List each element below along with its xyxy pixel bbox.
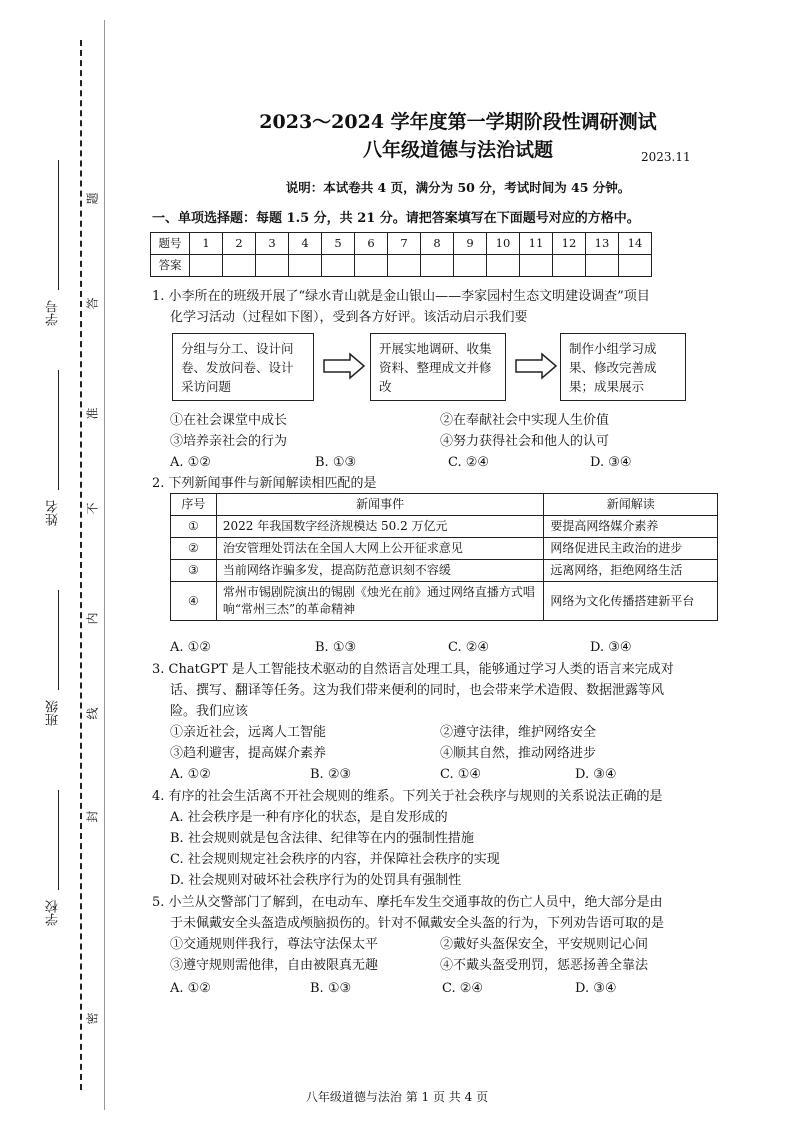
item: ①交通规则伴我行，尊法守法保太平	[170, 937, 379, 952]
question-number: 5	[322, 233, 355, 255]
option-d[interactable]: D. ③④	[575, 767, 617, 782]
row-number: ①	[171, 516, 217, 538]
news-event: 治安管理处罚法在全国人大网上公开征求意见	[216, 538, 544, 560]
student-no-blank[interactable]	[58, 160, 59, 290]
option-c[interactable]: C. ②④	[442, 981, 484, 996]
question-number: 13	[586, 233, 619, 255]
item: ②在奉献社会中实现人生价值	[440, 413, 610, 428]
news-reading: 要提高网络媒介素养	[544, 516, 718, 538]
question-number: 14	[619, 233, 652, 255]
option-b[interactable]: B. ①③	[310, 981, 352, 996]
exam-date: 2023.11	[641, 150, 691, 164]
right-arrow-icon	[322, 352, 366, 380]
row-number: ②	[171, 538, 217, 560]
question-3-options	[170, 764, 730, 785]
option-c[interactable]: C. ②④	[448, 455, 490, 470]
margin-rule	[104, 20, 105, 1110]
flow-step-2: 开展实地调研、收集资料、整理成文并修改	[370, 333, 506, 401]
answer-cell[interactable]	[586, 255, 619, 277]
student-no-label: 学号	[46, 300, 61, 326]
item: ④不戴头盔受刑罚，惩恶扬善全靠法	[440, 958, 649, 973]
name-label: 姓名	[46, 500, 61, 526]
news-reading: 网络促进民主政治的进步	[544, 538, 718, 560]
item: ④顺其自然，推动网络进步	[440, 746, 597, 761]
question-number: 6	[355, 233, 388, 255]
question-number: 12	[553, 233, 586, 255]
question-number: 3	[256, 233, 289, 255]
question-2-stem: 2. 下列新闻事件与新闻解读相匹配的是	[152, 476, 377, 491]
question-3-items	[170, 743, 730, 764]
news-reading: 远离网络，拒绝网络生活	[544, 560, 718, 582]
question-number: 4	[289, 233, 322, 255]
option-a[interactable]: A. ①②	[170, 767, 211, 782]
question-number: 9	[454, 233, 487, 255]
item: ①亲近社会，远离人工智能	[170, 725, 327, 740]
option-a[interactable]: A. 社会秩序是一种有序化的状态，是自发形成的	[170, 810, 448, 825]
column-header: 新闻事件	[216, 494, 544, 516]
seal-char: 不	[85, 502, 100, 515]
class-label: 班级	[46, 700, 61, 726]
question-number: 1	[190, 233, 223, 255]
page-footer: 八年级道德与法治 第 1 页 共 4 页	[305, 1090, 489, 1104]
news-table	[170, 493, 718, 621]
question-1-stem: 1. 小李所在的班级开展了“绿水青山就是金山银山——李家园村生态文明建设调查”项目	[152, 289, 650, 304]
answer-cell[interactable]	[520, 255, 553, 277]
answer-cell[interactable]	[619, 255, 652, 277]
option-d[interactable]: D. ③④	[575, 981, 617, 996]
seal-char: 内	[85, 612, 100, 625]
question-1-options	[170, 452, 730, 473]
answer-grid	[150, 232, 652, 277]
question-number: 7	[388, 233, 421, 255]
question-1-items	[170, 410, 730, 431]
option-a[interactable]: A. ①②	[170, 455, 211, 470]
item: ③遵守规则需他律，自由被限真无趣	[170, 958, 379, 973]
answer-cell[interactable]	[355, 255, 388, 277]
question-1-stem-cont: 化学习活动（过程如下图），受到各方好评。该活动启示我们要	[170, 310, 528, 325]
flow-step-3: 制作小组学习成果、修改完善成果；成果展示	[560, 333, 686, 401]
option-c[interactable]: C. 社会规则规定社会秩序的内容，并保障社会秩序的实现	[170, 852, 500, 867]
answer-cell[interactable]	[322, 255, 355, 277]
question-3-stem-cont: 险。我们应该	[170, 704, 249, 719]
row-label: 答案	[151, 255, 190, 277]
table-row	[171, 538, 718, 560]
question-3-stem-cont: 话、撰写、翻译等任务。这为我们带来便利的同时，也会带来学术造假、数据泄露等风	[170, 683, 665, 698]
question-5-stem-cont: 于未佩戴安全头盔造成颅脑损伤的。针对不佩戴安全头盔的行为，下列劝告语可取的是	[170, 916, 665, 931]
question-3-stem: 3. ChatGPT 是人工智能技术驱动的自然语言处理工具，能够通过学习人类的语言来完成对	[152, 662, 674, 677]
exam-subtitle: 八年级道德与法治试题	[362, 139, 553, 161]
question-5-stem: 5. 小兰从交警部门了解到，在电动车、摩托车发生交通事故的伤亡人员中，绝大部分是由	[152, 895, 663, 910]
option-c[interactable]: C. ①④	[440, 767, 482, 782]
name-blank[interactable]	[58, 370, 59, 490]
seal-char: 答	[85, 297, 100, 310]
seal-char: 密	[85, 1012, 100, 1025]
option-d[interactable]: D. ③④	[590, 455, 632, 470]
table-row	[171, 582, 718, 621]
question-4-stem: 4. 有序的社会生活离不开社会规则的维系。下列关于社会秩序与规则的关系说法正确的是	[152, 789, 663, 804]
school-blank[interactable]	[58, 790, 59, 890]
item: ②戴好头盔保安全，平安规则记心间	[440, 937, 649, 952]
option-c[interactable]: C. ②④	[448, 640, 490, 655]
question-number: 10	[487, 233, 520, 255]
class-blank[interactable]	[58, 590, 59, 690]
row-number: ③	[171, 560, 217, 582]
column-header: 新闻解读	[544, 494, 718, 516]
answer-cell[interactable]	[223, 255, 256, 277]
option-d[interactable]: D. 社会规则对破坏社会秩序行为的处罚具有强制性	[170, 873, 462, 888]
item: ①在社会课堂中成长	[170, 413, 288, 428]
answer-cell[interactable]	[190, 255, 223, 277]
question-number: 11	[520, 233, 553, 255]
news-event: 当前网络诈骗多发，提高防范意识刻不容缓	[216, 560, 544, 582]
question-number: 2	[223, 233, 256, 255]
answer-cell[interactable]	[388, 255, 421, 277]
answer-cell[interactable]	[421, 255, 454, 277]
flow-step-1: 分组与分工、设计问卷、发放问卷、设计采访问题	[172, 333, 314, 401]
answer-cell[interactable]	[553, 255, 586, 277]
option-a[interactable]: A. ①②	[170, 640, 211, 655]
question-5-items	[170, 955, 730, 976]
option-b[interactable]: B. 社会规则就是包含法律、纪律等在内的强制性措施	[170, 831, 474, 846]
question-3-items	[170, 722, 730, 743]
item: ③培养亲社会的行为	[170, 434, 288, 449]
seal-char: 封	[85, 810, 100, 823]
row-label: 题号	[151, 233, 190, 255]
answer-cell[interactable]	[454, 255, 487, 277]
school-label: 学校	[46, 900, 61, 926]
exam-note: 说明：本试卷共 4 页，满分为 50 分，考试时间为 45 分钟。	[285, 180, 631, 195]
seal-char: 题	[85, 192, 100, 205]
right-arrow-icon	[514, 352, 558, 380]
question-1-items	[170, 431, 730, 452]
column-header: 序号	[171, 494, 217, 516]
answer-cell[interactable]	[289, 255, 322, 277]
news-event: 常州市锡剧院演出的锡剧《烛光在前》通过网络直播方式唱响“常州三杰”的革命精神	[216, 582, 544, 621]
question-2-options	[170, 637, 730, 658]
exam-title: 2023～2024 学年度第一学期阶段性调研测试	[259, 111, 657, 133]
news-event: 2022 年我国数字经济规模达 50.2 万亿元	[216, 516, 544, 538]
seal-char: 线	[85, 707, 100, 720]
option-b[interactable]: B. ②③	[310, 767, 352, 782]
answer-cell[interactable]	[256, 255, 289, 277]
option-b[interactable]: B. ①③	[315, 640, 357, 655]
table-row	[171, 516, 718, 538]
option-a[interactable]: A. ①②	[170, 981, 211, 996]
question-5-options	[170, 978, 730, 999]
item: ④努力获得社会和他人的认可	[440, 434, 610, 449]
seal-dashed-line	[80, 40, 82, 1090]
section-heading: 一、单项选择题：每题 1.5 分，共 21 分。请把答案填写在下面题号对应的方格中。	[152, 211, 640, 226]
question-5-items	[170, 934, 730, 955]
item: ②遵守法律，维护网络安全	[440, 725, 597, 740]
table-row	[171, 560, 718, 582]
question-number: 8	[421, 233, 454, 255]
item: ③趋利避害，提高媒介素养	[170, 746, 327, 761]
binding-margin	[0, 0, 110, 1124]
option-d[interactable]: D. ③④	[590, 640, 632, 655]
row-number: ④	[171, 582, 217, 621]
answer-cell[interactable]	[487, 255, 520, 277]
option-b[interactable]: B. ①③	[315, 455, 357, 470]
seal-char: 准	[85, 407, 100, 420]
news-reading: 网络为文化传播搭建新平台	[544, 582, 718, 621]
